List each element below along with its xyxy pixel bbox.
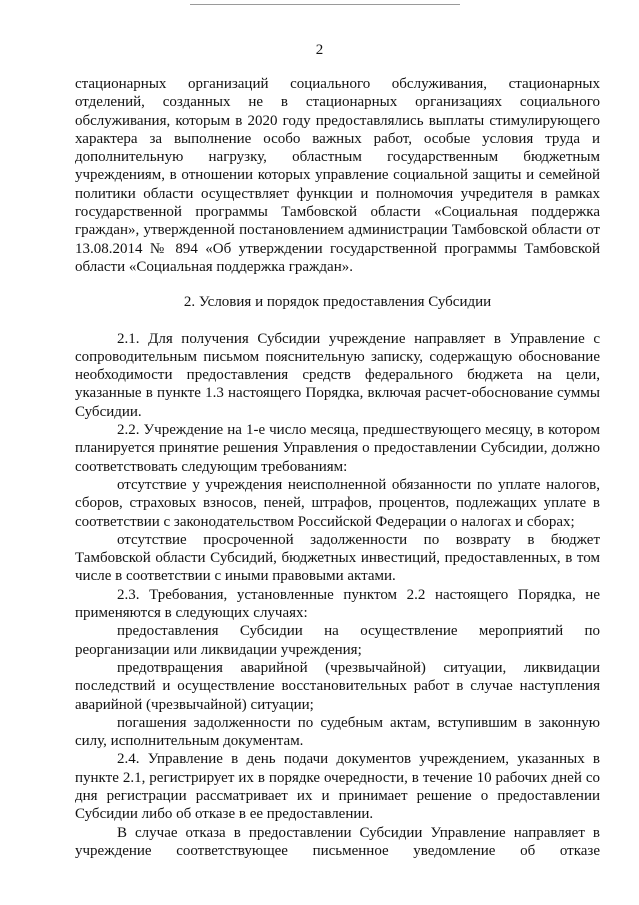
paragraph-2-2: 2.2. Учреждение на 1-е число месяца, предшествующего месяцу, в котором планируется принятие решения Управления о предоставлении Субсидии, должно соответствовать следующим требованиям: — [75, 422, 600, 475]
section-heading: 2. Условия и порядок предоставления Субсидии — [183, 294, 492, 311]
document-body — [75, 75, 600, 860]
exception-emergency: предотвращения аварийной (чрезвычайной) ситуации, ликвидации последствий и осуществление восстановительных работ в случае наступления аварийной (чрезвычайной) ситуации; — [75, 659, 600, 713]
page-number: 2 — [315, 42, 324, 58]
header-rule — [190, 4, 460, 5]
exception-reorganization: предоставления Субсидии на осуществление мероприятий по реорганизации или ликвидации учреждения; — [75, 623, 600, 658]
paragraph-2-4: 2.4. Управление в день подачи документов учреждением, указанных в пункте 2.1, регистрирует их в порядке очередности, в течение 10 рабочих дней со дня регистрации рассматривает их и принимает решение о предоставлении Субсидии либо об отказе в ее предоставлении. — [75, 751, 600, 823]
paragraph-2-1: 2.1. Для получения Субсидии учреждение направляет в Управление с сопроводительным письмом пояснительную записку, содержащую обоснование необходимости предоставления средств федерального бюджета на цели, указанные в пункте 1.3 настоящего Порядка, включая расчет-обоснование суммы Субсидии. — [75, 330, 600, 420]
requirement-no-tax-debt: отсутствие у учреждения неисполненной обязанности по уплате налогов, сборов, страховых взносов, пеней, штрафов, процентов, подлежащих уплате в соответствии с законодательством Российской Федерации о налогах и сборах; — [75, 476, 600, 530]
exception-court-debts: погашения задолженности по судебным актам, вступившим в законную силу, исполнительным документам. — [75, 714, 600, 750]
requirement-no-overdue-debt: отсутствие просроченной задолженности по возврату в бюджет Тамбовской области Субсидий, бюджетных инвестиций, предоставленных, в том числе в соответствии с иными правовыми актами. — [75, 531, 600, 585]
intro-paragraph: стационарных организаций социального обслуживания, стационарных отделений, созданных не в стационарных организациях социального обслуживания, которым в 2020 году предоставлялись выплаты стимулирующего характера за выполнение особо важных работ, особые условия труда и дополнительную нагрузку, областным государственным бюджетным учреждениям, в отношении которых управление социальной защиты и семейной политики области осуществляет функции и полномочия учредителя в рамках государственной программы Тамбовской области «Социальная поддержка граждан», утвержденной постановлением администрации Тамбовской области от 13.08.2014 № 894 «Об утверждении государственной программы Тамбовской области «Социальная поддержка граждан». — [75, 76, 600, 275]
paragraph-2-3: 2.3. Требования, установленные пунктом 2.2 настоящего Порядка, не применяются в следующих случаях: — [75, 586, 600, 622]
paragraph-refusal-notice: В случае отказа в предоставлении Субсидии Управление направляет в учреждение соответствующее письменное уведомление об отказе — [75, 824, 600, 859]
